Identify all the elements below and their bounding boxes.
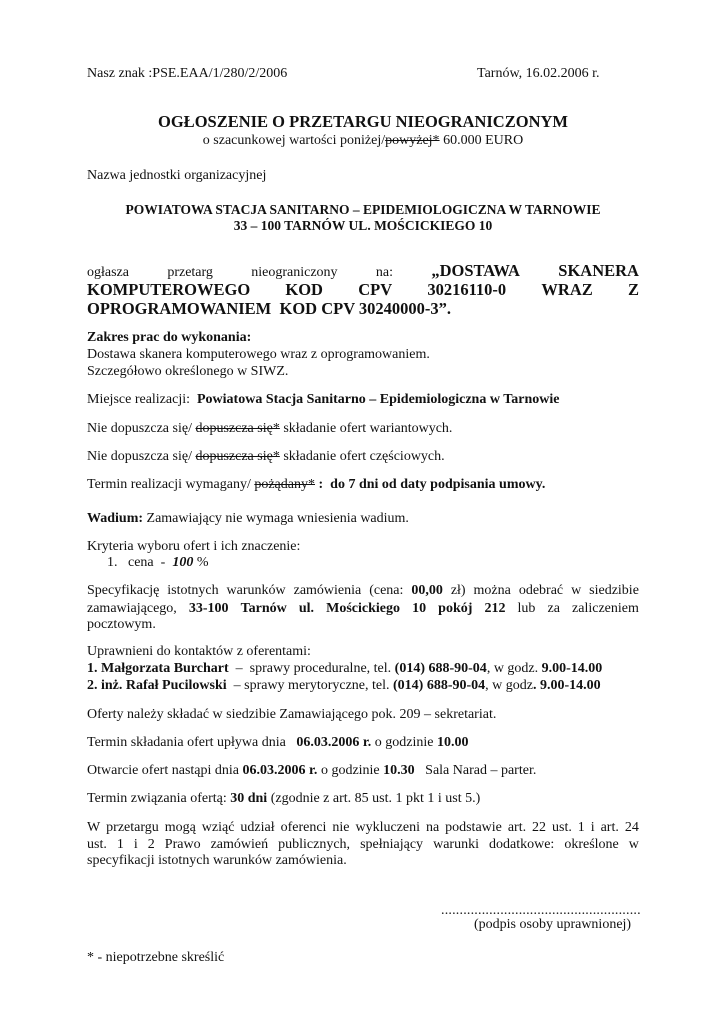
announce-line-3: OPROGRAMOWANIEM KOD CPV 30240000-3”.	[87, 299, 452, 318]
contacts-heading: Uprawnieni do kontaktów z oferentami:	[87, 644, 311, 659]
spec-line-2: zamawiającego, 33-100 Tarnów ul. Mościckiego 10 pokój 212 lub za zaliczeniem	[87, 601, 639, 616]
scope-line-1: Dostawa skanera komputerowego wraz z oprogramowaniem.	[87, 347, 430, 362]
realization-place: Miejsce realizacji: Powiatowa Stacja Sanitarno – Epidemiologiczna w Tarnowie	[87, 392, 560, 407]
wadium: Wadium: Zamawiający nie wymaga wniesienia wadium.	[87, 511, 409, 526]
org-name: POWIATOWA STACJA SANITARNO – EPIDEMIOLOGICZNA W TARNOWIE	[125, 202, 601, 217]
contact-1: 1. Małgorzata Burchart – sprawy proceduralne, tel. (014) 688-90-04, w godz. 9.00-14.00	[87, 661, 603, 676]
contact-2: 2. inż. Rafał Pucilowski – sprawy merytoryczne, tel. (014) 688-90-04, w godz. 9.00-14.00	[87, 678, 601, 693]
eligibility-line-2: ust. 1 i 2 Prawo zamówień publicznych, spełniający warunki dodatkowe: określone w	[87, 837, 639, 852]
org-label: Nazwa jednostki organizacyjnej	[87, 168, 267, 183]
scope-line-2: Szczegółowo określonego w SIWZ.	[87, 364, 289, 379]
announce-line-1: ogłasza przetarg nieograniczony na: „DOSTAWA SKANERA	[87, 261, 639, 280]
partial-offers: Nie dopuszcza się/ dopuszcza się* składanie ofert częściowych.	[87, 449, 445, 464]
place-and-date: Tarnów, 16.02.2006 r.	[477, 66, 600, 81]
eligibility-line-3: specyfikacji istotnych warunków zamówienia.	[87, 853, 347, 868]
document-subtitle: o szacunkowej wartości poniżej/powyżej* 60.000 EURO	[202, 133, 524, 148]
org-address: 33 – 100 TARNÓW UL. MOŚCICKIEGO 10	[233, 218, 493, 233]
submission-deadline: Termin składania ofert upływa dnia 06.03.2006 r. o godzinie 10.00	[87, 735, 469, 750]
binding-period: Termin związania ofertą: 30 dni (zgodnie z art. 85 ust. 1 pkt 1 i ust 5.)	[87, 791, 481, 806]
eligibility-line-1: W przetargu mogą wziąć udział oferenci nie wykluczeni na podstawie art. 22 ust. 1 i art. 24	[87, 820, 639, 835]
realization-term: Termin realizacji wymagany/ pożądany* : do 7 dni od daty podpisania umowy.	[87, 477, 546, 492]
criteria-heading: Kryteria wyboru ofert i ich znaczenie:	[87, 539, 301, 554]
reference-number: Nasz znak :PSE.EAA/1/280/2/2006	[87, 66, 288, 81]
spec-line-3: pocztowym.	[87, 617, 156, 632]
document-title: OGŁOSZENIE O PRZETARGU NIEOGRANICZONYM	[158, 112, 568, 131]
footnote: * - niepotrzebne skreślić	[87, 950, 225, 965]
scope-heading: Zakres prac do wykonania:	[87, 330, 252, 345]
spec-line-1: Specyfikację istotnych warunków zamówienia (cena: 00,00 zł) można odebrać w siedzibie	[87, 583, 639, 598]
criteria-item: 1. cena - 100 %	[107, 555, 209, 570]
announce-line-2: KOMPUTEROWEGO KOD CPV 30216110-0 WRAZ Z	[87, 280, 639, 299]
variant-offers: Nie dopuszcza się/ dopuszcza się* składanie ofert wariantowych.	[87, 421, 453, 436]
signature-caption: (podpis osoby uprawnionej)	[474, 917, 632, 932]
opening-date: Otwarcie ofert nastąpi dnia 06.03.2006 r. o godzinie 10.30 Sala Narad – parter.	[87, 763, 537, 778]
submission-place: Oferty należy składać w siedzibie Zamawiającego pok. 209 – sekretariat.	[87, 707, 497, 722]
signature-line: ......................................................	[441, 903, 641, 918]
